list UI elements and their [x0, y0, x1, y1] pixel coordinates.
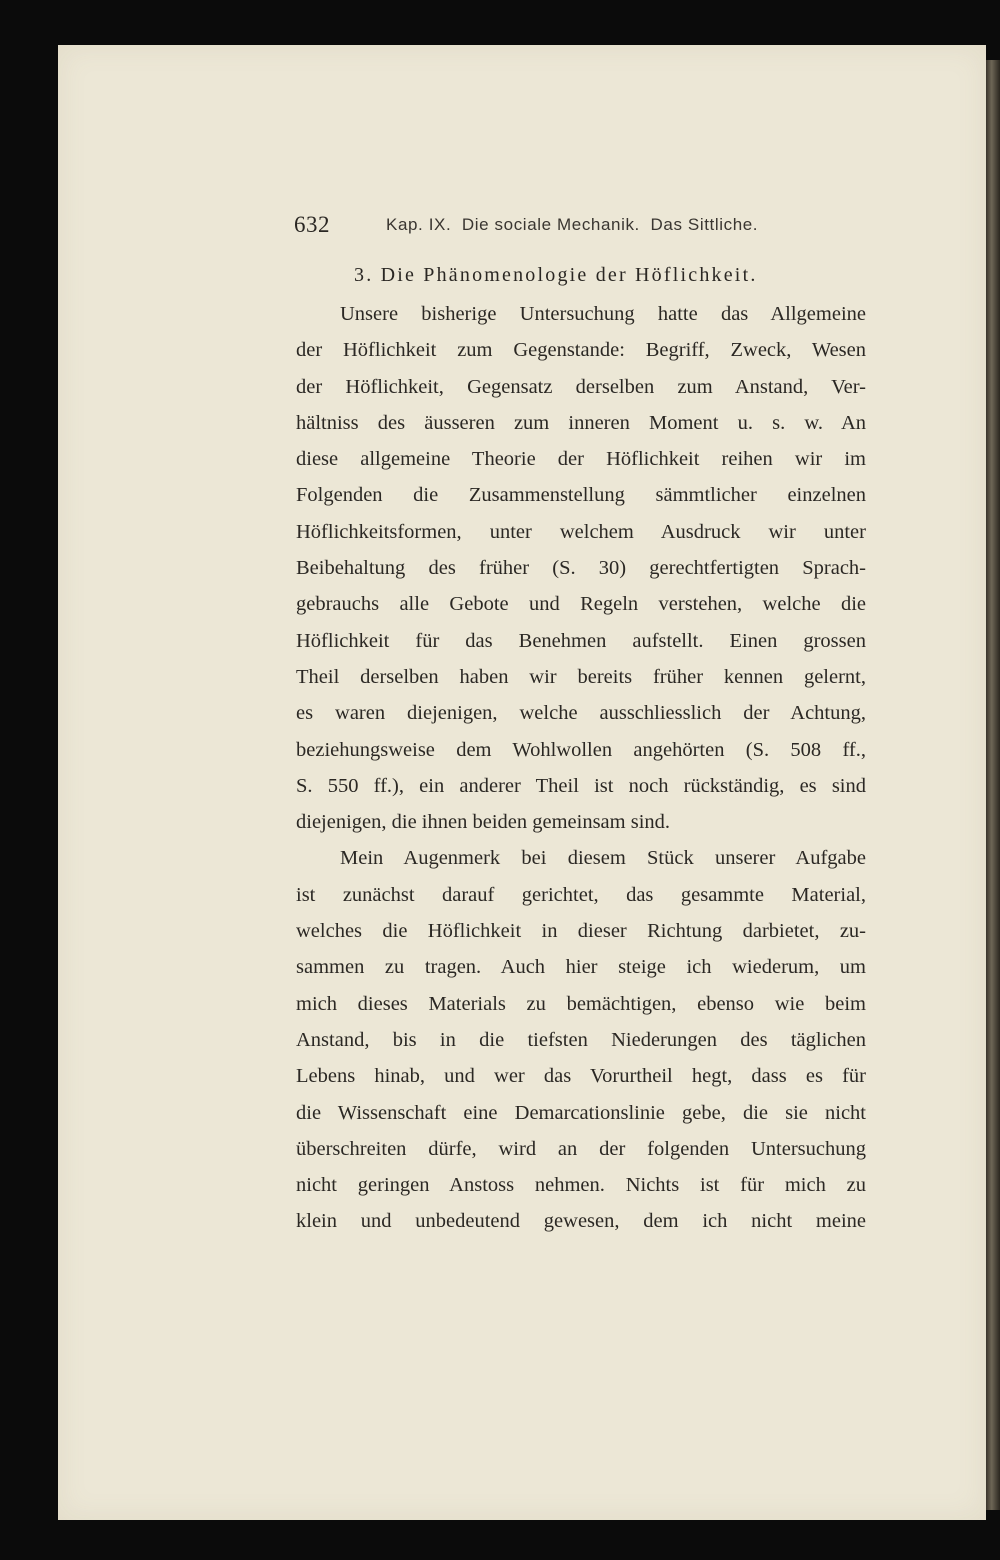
- page-number: 632: [294, 212, 330, 237]
- text-line: ist zunächst darauf gerichtet, das gesammte Material,: [296, 883, 866, 906]
- text-line: gebrauchs alle Gebote und Regeln verstehen, welche die: [296, 593, 866, 616]
- text-line: diese allgemeine Theorie der Höflichkeit reihen wir im: [296, 448, 866, 471]
- text-line: diejenigen, die ihnen beiden gemeinsam sind.: [296, 811, 671, 834]
- body-text: [296, 296, 866, 1240]
- text-line: Beibehaltung des früher (S. 30) gerechtfertigten Sprach-: [296, 557, 866, 580]
- text-line: S. 550 ff.), ein anderer Theil ist noch rückständig, es sind: [296, 774, 866, 797]
- text-line: Höflichkeitsformen, unter welchem Ausdruck wir unter: [296, 520, 866, 543]
- text-line: mich dieses Materials zu bemächtigen, ebenso wie beim: [296, 992, 866, 1015]
- text-line: hältniss des äusseren zum inneren Moment u. s. w. An: [296, 411, 866, 434]
- text-line: Mein Augenmerk bei diesem Stück unserer Aufgabe: [340, 847, 866, 870]
- text-line: Anstand, bis in die tiefsten Niederungen des täglichen: [296, 1028, 866, 1051]
- paragraph-2: [296, 840, 866, 1239]
- text-line: Lebens hinab, und wer das Vorurtheil hegt, dass es für: [296, 1065, 866, 1088]
- text-line: klein und unbedeutend gewesen, dem ich nicht meine: [296, 1210, 866, 1233]
- text-line: Unsere bisherige Untersuchung hatte das Allgemeine: [340, 303, 866, 325]
- text-line: sammen zu tragen. Auch hier steige ich wiederum, um: [296, 956, 866, 979]
- paragraph-1: [296, 296, 866, 840]
- text-line: Folgenden die Zusammenstellung sämmtlicher einzelnen: [296, 484, 866, 507]
- running-title: Kap. IX. Die sociale Mechanik. Das Sittliche.: [386, 215, 759, 234]
- page-edge: [986, 60, 1000, 1510]
- running-header: [294, 212, 874, 244]
- text-line: nicht geringen Anstoss nehmen. Nichts ist für mich zu: [296, 1174, 866, 1197]
- text-line: der Höflichkeit, Gegensatz derselben zum Anstand, Ver-: [296, 375, 866, 398]
- text-line: die Wissenschaft eine Demarcationslinie gebe, die sie nicht: [296, 1101, 866, 1124]
- section-heading: 3. Die Phänomenologie der Höflichkeit.: [354, 264, 758, 286]
- text-line: überschreiten dürfe, wird an der folgenden Untersuchung: [296, 1137, 866, 1160]
- text-line: Höflichkeit für das Benehmen aufstellt. Einen grossen: [296, 629, 866, 652]
- text-line: welches die Höflichkeit in dieser Richtung darbietet, zu-: [296, 920, 866, 943]
- text-line: der Höflichkeit zum Gegenstande: Begriff, Zweck, Wesen: [296, 339, 866, 362]
- text-line: es waren diejenigen, welche ausschliesslich der Achtung,: [296, 702, 866, 725]
- text-line: Theil derselben haben wir bereits früher kennen gelernt,: [296, 665, 866, 688]
- text-line: beziehungsweise dem Wohlwollen angehörten (S. 508 ff.,: [296, 738, 866, 761]
